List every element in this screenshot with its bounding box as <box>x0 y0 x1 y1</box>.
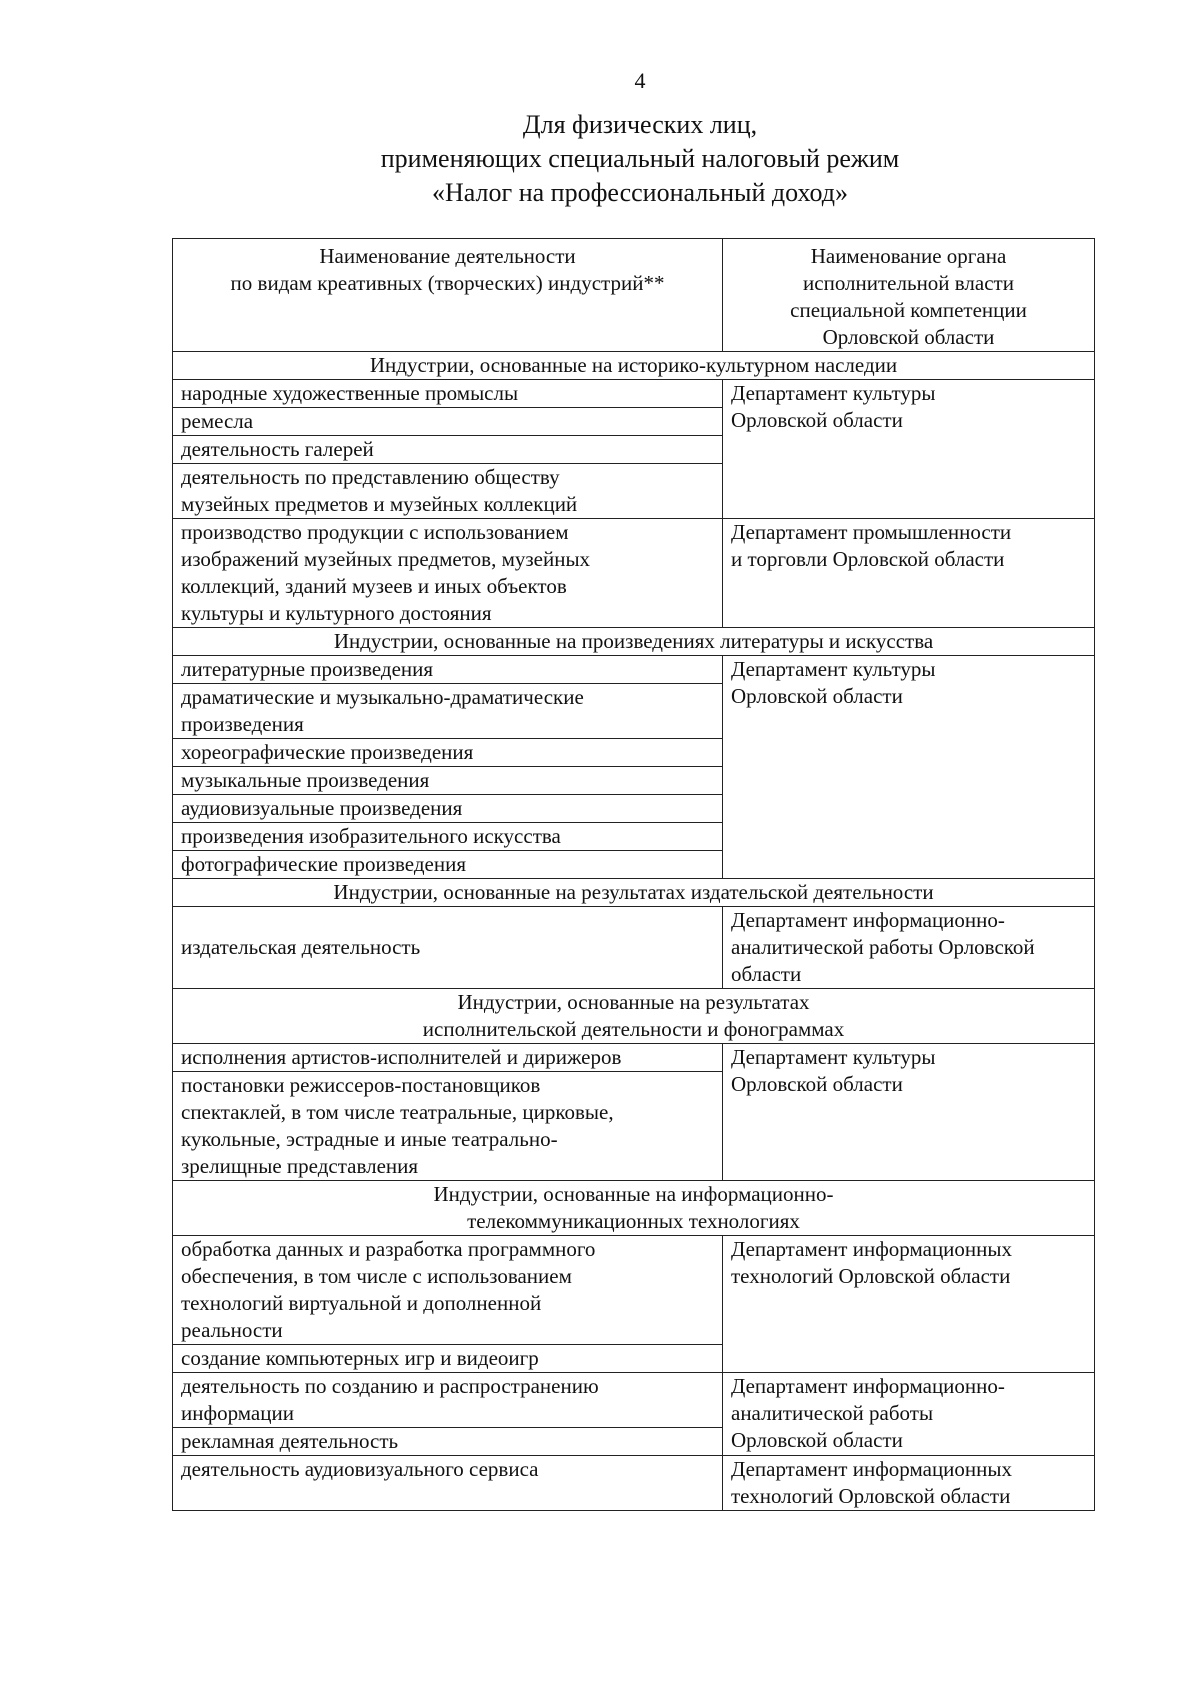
activity-cell: рекламная деятельность <box>173 1428 723 1456</box>
section-row <box>173 989 1095 1044</box>
section-row <box>173 879 1095 907</box>
activity-cell: исполнения артистов-исполнителей и дирижеров <box>173 1044 723 1072</box>
heading-line-1: Для физических лиц, <box>522 110 758 139</box>
activities-table <box>172 238 1095 1511</box>
authority-cell: Департамент информационных технологий Орловской области <box>723 1236 1095 1373</box>
activity-cell: производство продукции с использованием изображений музейных предметов, музейных коллекций, зданий музеев и иных объектов культуры и культурного достояния <box>173 519 723 628</box>
activity-cell: литературные произведения <box>173 656 723 684</box>
activity-cell: постановки режиссеров-постановщиков спектаклей, в том числе театральные, цирковые, кукольные, эстрадные и иные театрально- зрелищные представления <box>173 1072 723 1181</box>
document-heading <box>0 108 1200 210</box>
activity-cell: обработка данных и разработка программного обеспечения, в том числе с использованием технологий виртуальной и дополненной реальности <box>173 1236 723 1345</box>
authority-cell: Департамент культуры Орловской области <box>723 380 1095 519</box>
activity-cell: аудиовизуальные произведения <box>173 795 723 823</box>
authority-cell: Департамент промышленности и торговли Орловской области <box>723 519 1095 628</box>
header-authority-name: Наименование органа исполнительной власти специальной компетенции Орловской области <box>723 239 1095 352</box>
activity-cell: фотографические произведения <box>173 851 723 879</box>
section-title: Индустрии, основанные на результатах исполнительской деятельности и фонограммах <box>173 989 1095 1044</box>
activity-cell: народные художественные промыслы <box>173 380 723 408</box>
activity-cell: деятельность по созданию и распространению информации <box>173 1373 723 1428</box>
table-header-row <box>173 239 1095 352</box>
table-row <box>173 1044 1095 1072</box>
table-row <box>173 380 1095 408</box>
authority-cell: Департамент культуры Орловской области <box>723 656 1095 879</box>
activity-cell: хореографические произведения <box>173 739 723 767</box>
authority-cell: Департамент информационных технологий Орловской области <box>723 1456 1095 1511</box>
heading-line-3: «Налог на профессиональный доход» <box>432 178 848 207</box>
section-title: Индустрии, основанные на информационно- телекоммуникационных технологиях <box>173 1181 1095 1236</box>
section-title: Индустрии, основанные на результатах издательской деятельности <box>173 879 1095 907</box>
section-title: Индустрии, основанные на произведениях литературы и искусства <box>173 628 1095 656</box>
section-row <box>173 1181 1095 1236</box>
activity-cell: деятельность галерей <box>173 436 723 464</box>
activity-cell: драматические и музыкально-драматические произведения <box>173 684 723 739</box>
table-row <box>173 1456 1095 1511</box>
activity-cell: ремесла <box>173 408 723 436</box>
authority-cell: Департамент информационно- аналитической работы Орловской области <box>723 907 1095 989</box>
activity-cell: деятельность аудиовизуального сервиса <box>173 1456 723 1511</box>
table-row <box>173 656 1095 684</box>
activity-cell: создание компьютерных игр и видеоигр <box>173 1345 723 1373</box>
table-row <box>173 907 1095 989</box>
activity-cell: издательская деятельность <box>173 907 723 989</box>
section-title: Индустрии, основанные на историко-культурном наследии <box>173 352 1095 380</box>
section-row <box>173 352 1095 380</box>
page-number: 4 <box>634 68 646 93</box>
activity-cell: деятельность по представлению обществу музейных предметов и музейных коллекций <box>173 464 723 519</box>
authority-cell: Департамент информационно- аналитической работы Орловской области <box>723 1373 1095 1456</box>
authority-cell: Департамент культуры Орловской области <box>723 1044 1095 1181</box>
activity-cell: произведения изобразительного искусства <box>173 823 723 851</box>
section-row <box>173 628 1095 656</box>
table-row <box>173 1236 1095 1345</box>
table-row <box>173 1373 1095 1428</box>
activity-cell: музыкальные произведения <box>173 767 723 795</box>
header-activity-name: Наименование деятельности по видам креативных (творческих) индустрий** <box>173 239 723 352</box>
table-row <box>173 519 1095 628</box>
heading-line-2: применяющих специальный налоговый режим <box>380 144 900 173</box>
